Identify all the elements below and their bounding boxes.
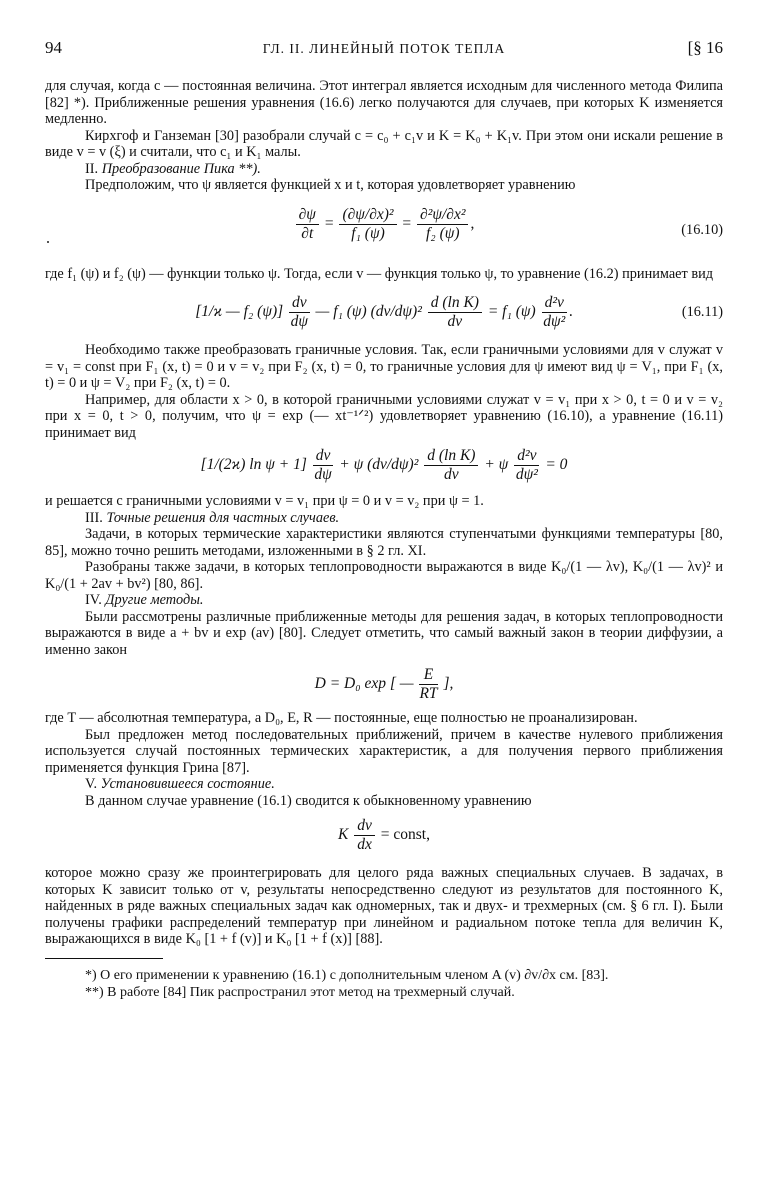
subsection-title: Другие методы. xyxy=(105,592,204,608)
fraction: $\frac{\text{∂²ψ/∂x²}}{\text{f₂ (ψ)}}$ xyxy=(417,206,468,243)
subsection-heading xyxy=(45,592,723,609)
subsection-heading xyxy=(45,161,723,178)
paragraph: Был предложен метод последовательных приближений, причем в качестве нулевого приближения используется случай постоянных термических характеристик, а для получения первого приближения применяется функция Грина [87]. xyxy=(45,726,723,776)
paragraph: Кирхгоф и Ганземан [30] разобрали случай c = c₀ + c₁v и K = K₀ + K₁v. При этом они искали решение в виде v = v (ξ) и считали, что c₁ и K₁ малы. xyxy=(45,127,723,160)
equation-diffusion-law: D = D₀ exp [ — $\frac{E}{RT}$ ], xyxy=(314,666,454,702)
equation-number: (16.10) xyxy=(681,221,723,238)
equation-16-11: [1/ϰ — f₂ (ψ)] $\frac{dv}{d\psi}$ — f₁ (ψ) (dv/dψ)² $\frac{\text{d (ln K)}}{dv}$ = f₁ (ψ) $\frac{\text{d²v}}{\text{dψ²}}$ . (16.11) xyxy=(195,294,723,330)
fraction: $\frac{\text{(∂ψ/∂x)²}}{\text{f₁ (ψ)}}$ xyxy=(339,206,396,243)
page-body xyxy=(45,78,723,1001)
paragraph: которое можно сразу же проинтегрировать для целого ряда важных специальных случаев. В задачах, в которых K зависит только от v, результаты непосредственно следуют из результатов для постоянного K, найденных в ряде важных специальных задач как одномерных, так и двух- и трехмерных (см. § 6 гл. I). Были получены графики распределений температур при линейном и радиальном потоке тепла для величин K, выражающихся в виде K₀ [1 + f (v)] и K₀ [1 + f (x)] [88]. xyxy=(45,865,723,947)
footnote: **) В работе [84] Пик распространил этот метод на трехмерный случай. xyxy=(85,984,515,1000)
fraction: $\frac{\partial\psi}{\partial t}$ xyxy=(296,206,319,243)
paragraph: Разобраны также задачи, в которых теплопроводности выражаются в виде K₀/(1 — λv), K₀/(1 — λv)² и K₀/(1 + 2av + bv²) [80, 86]. xyxy=(45,559,723,592)
equation-number: (16.11) xyxy=(681,304,723,320)
fraction: $\frac{dv}{d\psi}$ xyxy=(314,447,332,483)
fraction: $\frac{dv}{d\psi}$ xyxy=(290,294,309,330)
subsection-title: Преобразование Пика **). xyxy=(101,160,261,177)
fraction: $\frac{\text{d (ln K)}}{dv}$ xyxy=(428,294,482,331)
running-title: ГЛ. II. ЛИНЕЙНЫЙ ПОТОК ТЕПЛА xyxy=(262,41,506,56)
equation-steady-state: K $\frac{dv}{dx}$ = const, xyxy=(338,817,430,853)
fraction: $\frac{dv}{dx}$ xyxy=(354,817,375,854)
page-number: 94 xyxy=(45,38,62,57)
fraction: $\frac{\text{d (ln K)}}{dv}$ xyxy=(424,447,478,484)
paragraph: для случая, когда c — постоянная величина. Этот интеграл является исходным для численного метода Филипа [82] *). Приближенные решения уравнения (16.6) легко получаются для случаев, при которых K изменяется медленно. xyxy=(45,78,723,127)
paragraph: где f₁ (ψ) и f₂ (ψ) — функции только ψ. Тогда, если v — функция только ψ, то уравнение (16.2) принимает вид xyxy=(45,265,714,282)
paragraph: Необходимо также преобразовать граничные условия. Так, если граничными условиями для v служат v = v₁ = const при F₁ (x, t) = 0 и v = v₂ при F₂ (x, t) = 0, то граничные условия для ψ имеют вид ψ = V₁, при F₁ (x, t) = 0 и ψ = V₂ при F₂ (x, t) = 0. xyxy=(45,342,723,391)
stray-mark xyxy=(47,241,49,243)
fraction: $\frac{\text{d²v}}{\text{dψ²}}$ xyxy=(515,447,538,483)
subsection-number: II. xyxy=(85,160,99,177)
page-header xyxy=(45,40,723,62)
paragraph: где T — абсолютная температура, а D₀, E, R — постоянные, еще полностью не проанализирован. xyxy=(45,710,638,726)
subsection-number: IV. xyxy=(85,592,102,608)
footnote-divider xyxy=(45,958,163,959)
fraction: $\frac{\text{d²v}}{\text{dψ²}}$ xyxy=(543,294,566,330)
equation-transformed: [1/(2ϰ) ln ψ + 1] $\frac{dv}{d\psi}$ + ψ (dv/dψ)² $\frac{\text{d (ln K)}}{dv}$ + ψ $\frac{\text{d²v}}{\text{dψ²}}$ = 0 xyxy=(200,447,568,483)
paragraph: Например, для области x > 0, в которой граничными условиями служат v = v₁ при x > 0, t = 0 и v = v₂ при x = 0, t > 0, получим, что ψ = exp (— xt⁻¹ᐟ²) удовлетворяет уравнению (16.10), а уравнение (16.11) принимает вид xyxy=(45,391,723,441)
footnote: *) О его применении к уравнению (16.1) с дополнительным членом A (v) ∂v/∂x см. [83]. xyxy=(85,967,609,983)
subsection-heading xyxy=(45,510,723,527)
subsection-title: Установившееся состояние. xyxy=(100,776,275,792)
equation-16-10: $\frac{\partial\psi}{\partial t}$ = $\frac{\text{(∂ψ/∂x)²}}{\text{f₁ (ψ)}}$ = $\frac{\text{∂²ψ/∂x²}}{\text{f₂ (ψ)}}$ , (16.10) xyxy=(45,198,723,260)
subsection-number: III. xyxy=(85,509,103,526)
paragraph: В данном случае уравнение (16.1) сводится к обыкновенному уравнению xyxy=(85,792,532,809)
fraction: $\frac{E}{RT}$ xyxy=(419,666,438,702)
subsection-heading xyxy=(45,776,723,793)
paragraph: и решается с граничными условиями v = v₁ при ψ = 0 и v = v₂ при ψ = 1. xyxy=(45,493,484,509)
subsection-title: Точные решения для частных случаев. xyxy=(106,509,340,526)
paragraph: Предположим, что ψ является функцией x и t, которая удовлетворяет уравнению xyxy=(85,177,576,193)
paragraph: Были рассмотрены различные приближенные методы для решения задач, в которых теплопроводности выражаются в виде a + bv и exp (av) [80]. Следует отметить, что самый важный закон в теории диффузии, а именно закон xyxy=(45,608,723,658)
paragraph: Задачи, в которых термические характеристики являются ступенчатыми функциями температуры [80, 85], можно точно решить методами, изложенными в § 2 гл. XI. xyxy=(45,526,723,559)
subsection-number: V. xyxy=(85,776,98,792)
section-marker: [§ 16 xyxy=(687,38,723,57)
